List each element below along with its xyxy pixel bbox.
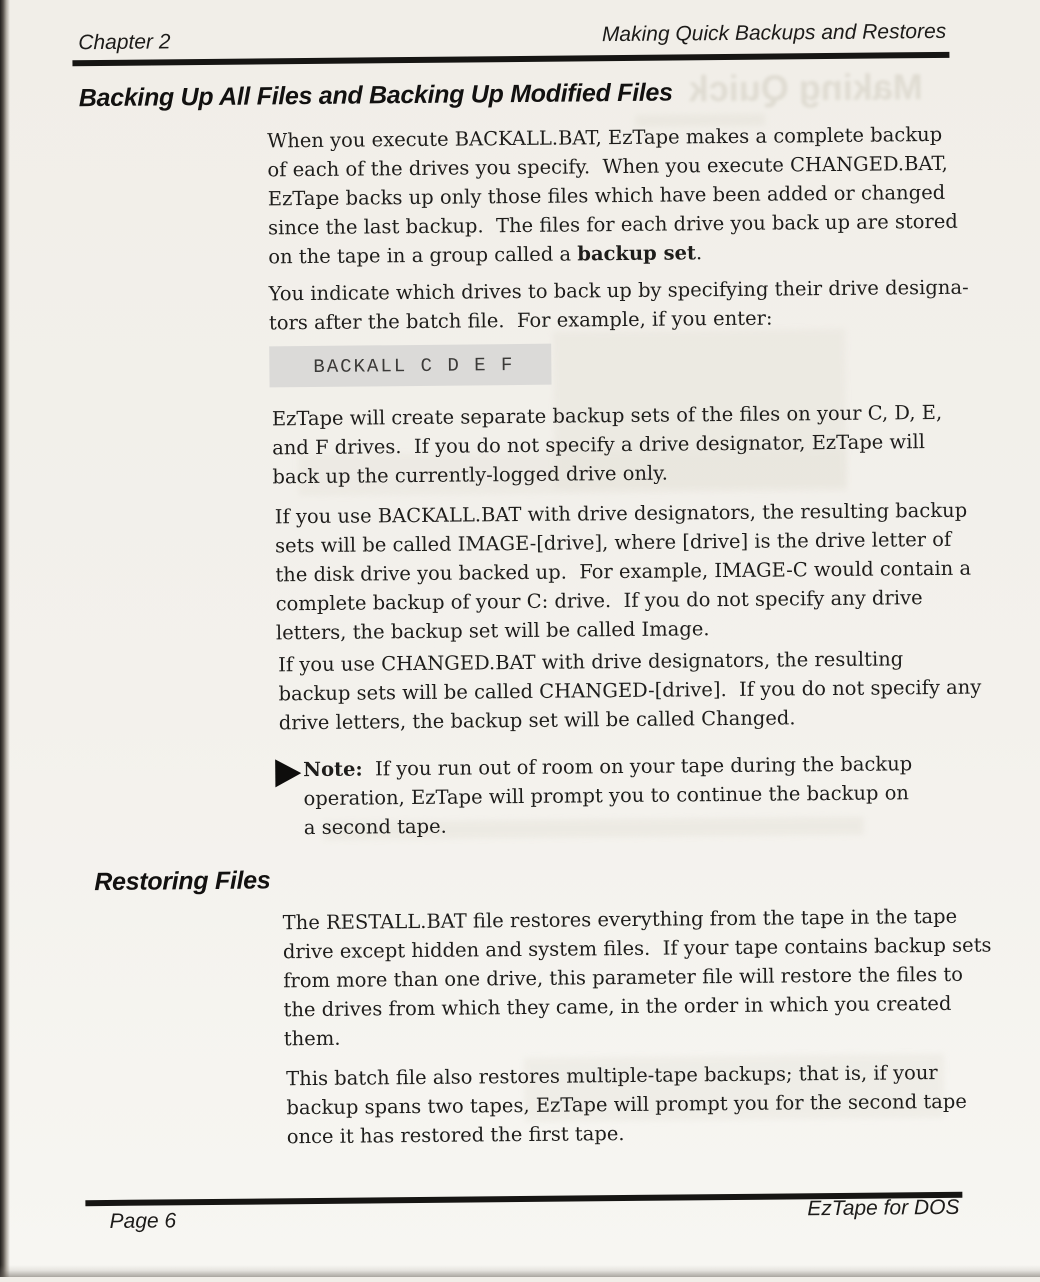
paragraph: If you use BACKALL.BAT with drive designators, the resulting backup sets will be called IMAGE-[drive], where [drive] is the drive letter of the disk drive you backed up. For example, IMAGE-C would contain a complete backup of your C: drive. If you do not specify any drive letters, the backup set will be called Image. [274,498,972,645]
paragraph: The RESTALL.BAT file restores everything from the tape in the tape drive except hidden and system files. If your tape contains backup sets from more than one drive, this parameter file will restore the files to the drives from which they came, in the order in which you created them. [282,904,992,1051]
note-paragraph [303,749,984,843]
section-heading-backing-up: Backing Up All Files and Backing Up Modified Files [78,78,673,113]
paragraph: If you use CHANGED.BAT with drive designators, the resulting backup sets will be called CHANGED-[drive]. If you do not specify any drive letters, the backup set will be called Changed. [278,647,982,735]
paragraph: EzTape will create separate backup sets of the files on your C, D, E, and F drives. If you do not specify a drive designator, EzTape will back up the currently-logged drive only. [271,400,943,489]
paragraph-text: . [695,241,703,265]
scan-edge-left [0,0,10,1277]
code-sample-text: BACKALL C D E F [313,353,515,378]
running-header-title: Making Quick Backups and Restores [601,19,947,47]
scan-edge-bottom [0,1265,1040,1277]
section-heading-restoring-files: Restoring Files [94,866,271,897]
footer-page-number: Page 6 [109,1209,177,1233]
note-text: If you run out of room on your tape during the backup operation, EzTape will prompt you to continue the backup on a second tape. [303,752,913,840]
header-rule [72,52,949,66]
code-sample-block [269,344,551,388]
bold-term: backup set [577,241,697,266]
footer-product-name: EzTape for DOS [807,1195,960,1221]
note-label: Note: [303,757,363,782]
bleedthrough-ghost-text: Making Quick [688,66,923,110]
note-arrow-icon [275,759,301,787]
paragraph [267,119,1008,271]
running-header-chapter: Chapter 2 [78,30,171,55]
paragraph-text: When you execute BACKALL.BAT, EzTape makes a complete backup of each of the drives you specify. When you execute CHANGED.BAT, EzTape backs up only those files which have been added or changed since the last backup. The files for each drive you back up are stored on the tape in a group called a [267,122,958,269]
paragraph: You indicate which drives to back up by specifying their drive designa- tors after the batch file. For example, if you enter: [268,275,969,335]
paragraph: This batch file also restores multiple-tape backups; that is, if your backup spans two tapes, EzTape will prompt you for the second tape once it has restored the first tape. [286,1061,967,1149]
